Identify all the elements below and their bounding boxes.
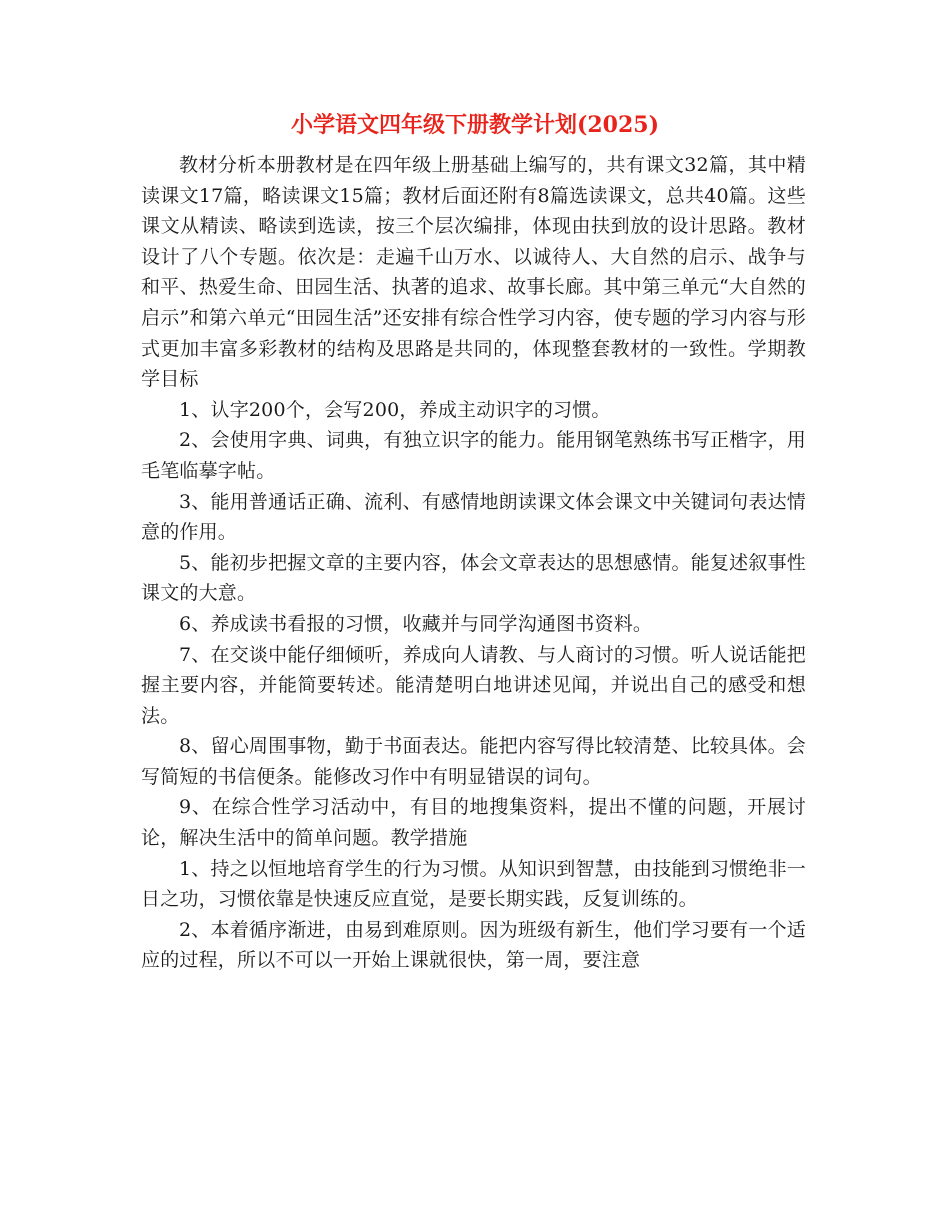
paragraph-measure-1: 1、持之以恒地培育学生的行为习惯。从知识到智慧，由技能到习惯绝非一日之功，习惯依靠是快速反应直觉，是要长期实践，反复训练的。	[141, 857, 806, 911]
paragraph-goal-5: 5、能初步把握文章的主要内容，体会文章表达的思想感情。能复述叙事性课文的大意。	[141, 551, 806, 605]
paragraph-goal-3: 3、能用普通话正确、流利、有感情地朗读课文体会课文中关键词句表达情意的作用。	[141, 490, 806, 544]
paragraph-goal-8: 8、留心周围事物，勤于书面表达。能把内容写得比较清楚、比较具体。会写简短的书信便条。能修改习作中有明显错误的词句。	[141, 735, 806, 788]
paragraph-goal-1: 1、认字200个，会写200，养成主动识字的习惯。	[179, 398, 611, 421]
document-body	[141, 150, 806, 976]
paragraph-goal-2: 2、会使用字典、词典，有独立识字的能力。能用钢笔熟练书写正楷字，用毛笔临摹字帖。	[141, 429, 806, 482]
paragraph-material-analysis: 教材分析本册教材是在四年级上册基础上编写的，共有课文32篇，其中精读课文17篇，略读课文15篇；教材后面还附有8篇选读课文，总共40篇。这些课文从精读、略读到选读，按三个层次编排，体现由扶到放的设计思路。教材设计了八个专题。依次是：走遍千山万水、以诚待人、大自然的启示、战争与和平、热爱生命、田园生活、执著的追求、故事长廊。其中第三单元“大自然的启示”和第六单元“田园生活”还安排有综合性学习内容，使专题的学习内容与形式更加丰富多彩教材的结构及思路是共同的，体现整套教材的一致性。学期教学目标	[141, 154, 806, 391]
document-title: 小学语文四年级下册教学计划(2025)	[290, 112, 660, 138]
paragraph-measure-2: 2、本着循序渐进，由易到难原则。因为班级有新生，他们学习要有一个适应的过程，所以不可以一开始上课就很快，第一周，要注意	[141, 918, 806, 972]
paragraph-goal-6: 6、养成读书看报的习惯，收藏并与同学沟通图书资料。	[179, 612, 653, 635]
paragraph-goal-7: 7、在交谈中能仔细倾听，养成向人请教、与人商讨的习惯。听人说话能把握主要内容，并能简要转述。能清楚明白地讲述见闻，并说出自己的感受和想法。	[141, 643, 806, 727]
paragraph-goal-9: 9、在综合性学习活动中，有目的地搜集资料，提出不懂的问题，开展讨论，解决生活中的简单问题。教学措施	[141, 796, 806, 850]
